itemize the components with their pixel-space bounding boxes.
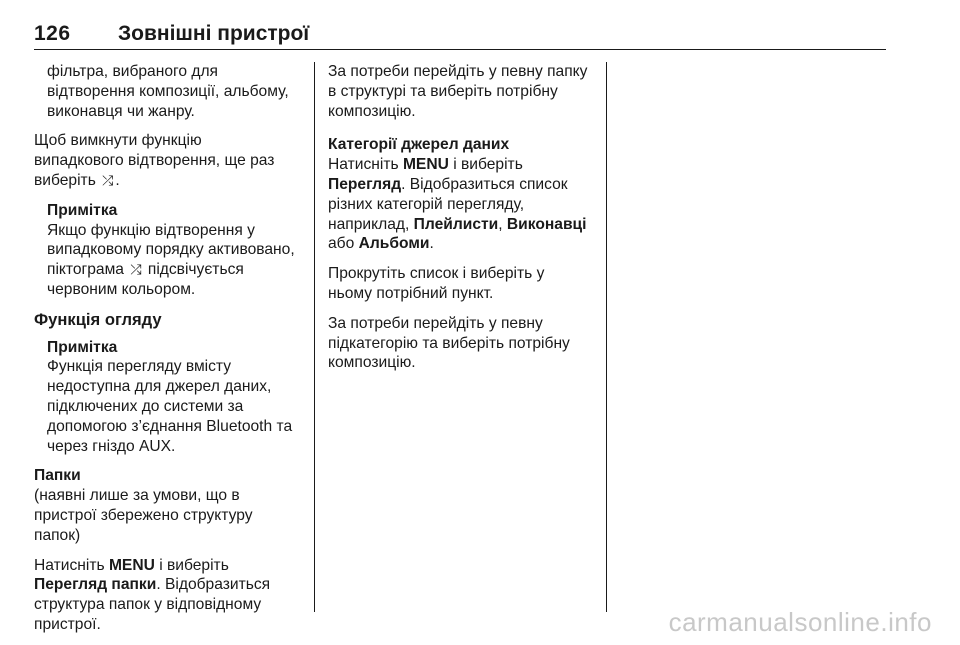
page-number: 126: [34, 22, 71, 45]
page-header: [34, 22, 886, 48]
column-divider: [606, 62, 607, 612]
note-title: Примітка: [47, 201, 118, 219]
page-title: Зовнішні пристрої: [118, 22, 310, 45]
menu-key-label: MENU: [402, 156, 449, 174]
shuffle-icon: ⤮: [102, 171, 114, 188]
shuffle-icon: ⤮: [130, 261, 142, 278]
column-divider: [314, 62, 315, 612]
categories-paragraph: Категорії джерел даних Натисніть MENU і виберіть Перегляд. Відобразиться список різних категорій перегляду, наприклад, Плейлисти, Виконавці або Альбоми.: [328, 136, 587, 253]
artists-label: Виконавці: [506, 215, 587, 233]
watermark: carmanualsonline.info: [668, 607, 932, 637]
folder-nav-paragraph: За потреби перейдіть у певну папку в структурі та виберіть потрібну композицію.: [328, 63, 588, 120]
section-heading-overview: Функція огляду: [34, 309, 162, 329]
left-column: [34, 62, 306, 645]
right-column: [328, 62, 604, 383]
menu-key-label: MENU: [108, 556, 155, 574]
folders-paragraph: Папки (наявні лише за умови, що в пристрої збережено структуру папок): [34, 467, 253, 544]
subcategory-paragraph: За потреби перейдіть у певну підкатегорію та виберіть потрібну композицію.: [328, 314, 570, 372]
browse-folders-label: Перегляд папки: [34, 576, 157, 594]
note-overview: Примітка Функція перегляду вмісту недоступна для джерел даних, підключених до системи за допомогою з’єднання Bluetooth та через гніздо AUX.: [47, 338, 293, 455]
subheading-folders: Папки: [34, 467, 81, 485]
playlists-label: Плейлисти: [413, 215, 499, 233]
scroll-paragraph: Прокрутіть список і виберіть у ньому потрібний пункт.: [328, 265, 545, 302]
albums-label: Альбоми: [358, 235, 430, 253]
browse-label: Перегляд: [328, 175, 402, 193]
shuffle-off-paragraph: Щоб вимкнути функцію випадкового відтворення, ще раз виберіть ⤮ .: [34, 132, 275, 189]
folders-instructions: Натисніть MENU і виберіть Перегляд папки. Відобразиться структура папок у відповідному пристрої.: [34, 556, 271, 633]
subheading-categories: Категорії джерел даних: [328, 136, 510, 154]
intro-paragraph: фільтра, вибраного для відтворення композиції, альбому, виконавця чи жанру.: [47, 63, 289, 120]
note-shuffle: Примітка Якщо функцію відтворення у випадковому порядку активовано, піктограма ⤮ підсвічується червоним кольором.: [47, 201, 295, 298]
header-divider: [34, 49, 886, 50]
note-title: Примітка: [47, 338, 118, 356]
